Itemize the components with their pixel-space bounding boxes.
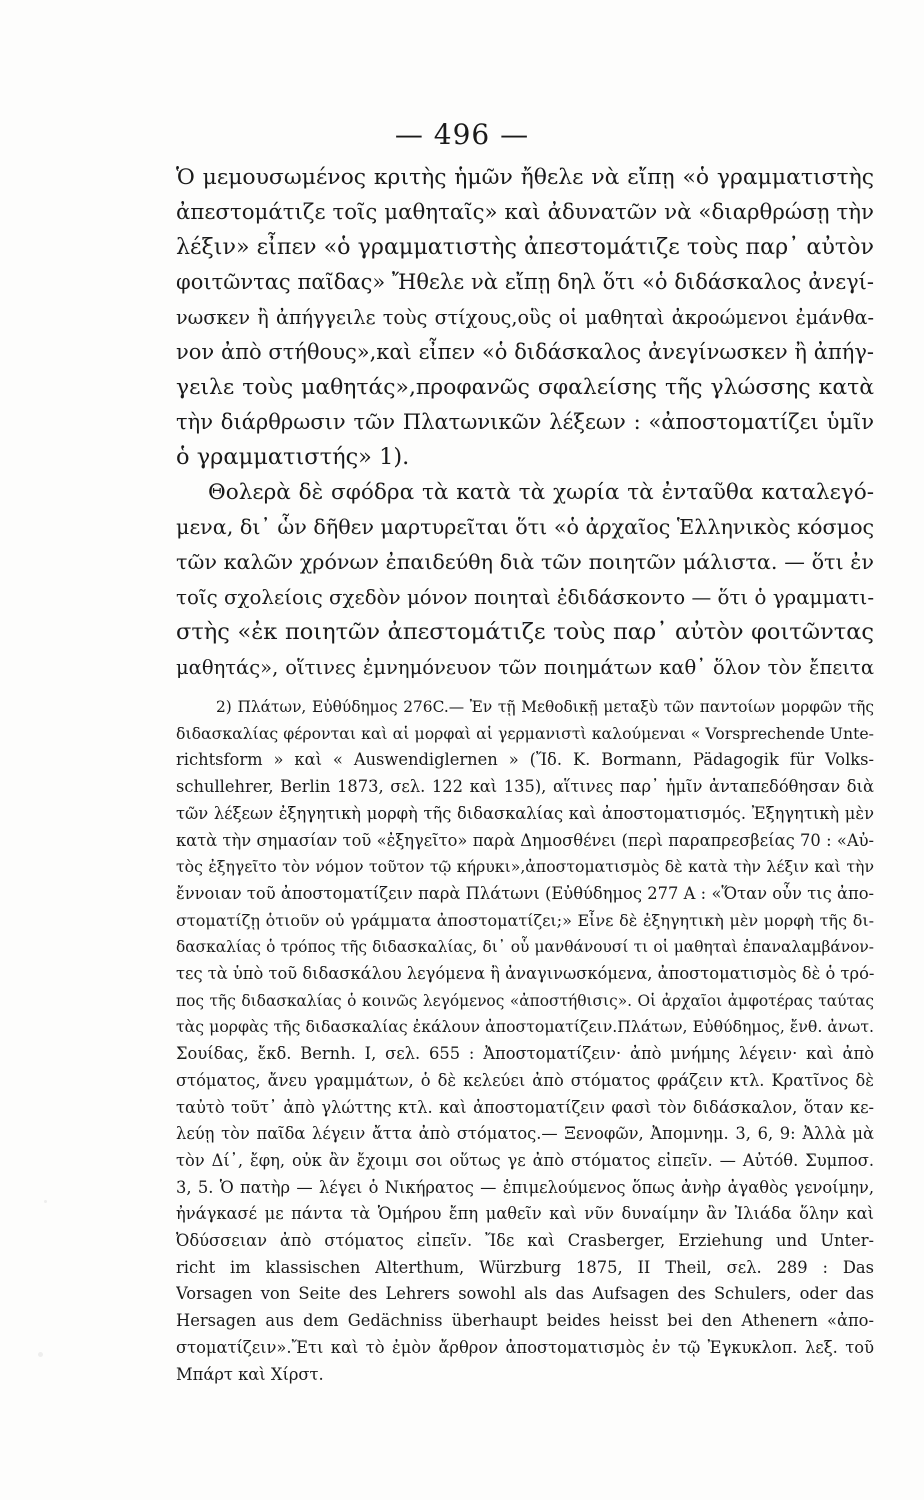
- text-line: μαθητάς», οἵτινες ἐμνημόνευον τῶν ποιημάτων καθ᾽ ὅλον τὸν ἔπειτα: [176, 656, 874, 679]
- footnote-line: στοματίζῃ ὁτιοῦν οὐ γράμματα ἀποστοματίζει;» Εἶνε δὲ ἐξηγητικὴ μὲν μορφὴ τῆς δι-: [176, 910, 874, 930]
- page-number: — 496 —: [394, 118, 530, 151]
- text-line: λέξιν» εἶπεν «ὁ γραμματιστὴς ἀπεστομάτιζε τοὺς παρ᾽ αὐτὸν: [176, 234, 874, 260]
- footnote-line: richt im klassischen Alterthum, Würzburg 1875, II Theil, σελ. 289 : Das: [176, 1257, 874, 1277]
- footnote-line: στόματος, ἄνευ γραμμάτων, ὁ δὲ κελεύει ἀπὸ στόματος φράζειν κτλ. Κρατῖνος δὲ: [176, 1070, 874, 1090]
- footnote-line: ἠνάγκασέ με πάντα τὰ Ὁμήρου ἔπη μαθεῖν καὶ νῦν δυναίμην ἂν Ἰλιάδα ὅλην καὶ: [176, 1204, 874, 1224]
- footnote-line: τες τὰ ὑπὸ τοῦ διδασκάλου λεγόμενα ἢ ἀναγινωσκόμενα, ἀποστοματισμὸς δὲ ὁ τρό-: [176, 964, 874, 984]
- footnote-line: ταὐτὸ τοῦτ᾽ ἀπὸ γλώττης κτλ. καὶ ἀποστοματίζειν φασὶ τὸν διδάσκαλον, ὅταν κε-: [176, 1097, 874, 1117]
- print-speck: [38, 1352, 43, 1357]
- print-speck: [44, 1200, 47, 1203]
- text-line: ἀπεστομάτιζε τοῖς μαθηταῖς» καὶ ἀδυνατῶν νὰ «διαρθρώσῃ τὴν: [176, 200, 874, 225]
- text-line: Ὁ μεμουσωμένος κριτὴς ἡμῶν ἤθελε νὰ εἴπῃ «ὁ γραμματιστὴς: [176, 165, 874, 190]
- text-line: ὁ γραμματιστής» 1).: [176, 444, 410, 470]
- footnote-line: Vorsagen von Seite des Lehrers sowohl als das Aufsagen des Schulers, oder das: [176, 1284, 874, 1304]
- footnote-block: [176, 694, 874, 1388]
- footnote-line: πος τῆς διδασκαλίας ὁ κοινῶς λεγόμενος «ἀποστήθισις». Οἱ ἀρχαῖοι ἀμφοτέρας ταύτας: [176, 991, 874, 1010]
- footnote-line: κατὰ τὴν σημασίαν τοῦ «ἐξηγεῖτο» παρὰ Δημοσθένει (περὶ παραπρεσβείας 70 : «Αὐ-: [176, 830, 874, 850]
- footnote-line: Ὀδύσσειαν ἀπὸ στόματος εἰπεῖν. Ἴδε καὶ Crasberger, Erziehung und Unter-: [176, 1231, 874, 1251]
- text-line: στὴς «ἐκ ποιητῶν ἀπεστομάτιζε τοὺς παρ᾽ αὐτὸν φοιτῶντας: [176, 619, 874, 645]
- text-line: νον ἀπὸ στήθους»,καὶ εἶπεν «ὁ διδάσκαλος ἀνεγίνωσκεν ἢ ἀπήγ-: [176, 340, 874, 364]
- footnote-line: ἔννοιαν τοῦ ἀποστοματίζειν παρὰ Πλάτωνι (Εὐθύδημος 277 A : «Ὅταν οὖν τις ἀπο-: [176, 883, 874, 903]
- footnote-line: Μπάρτ καὶ Χίρστ.: [176, 1364, 324, 1384]
- text-line: νωσκεν ἢ ἀπήγγειλε τοὺς στίχους,οὓς οἱ μαθηταὶ ἀκροώμενοι ἐμάνθα-: [176, 306, 874, 329]
- text-line: γειλε τοὺς μαθητάς»,προφανῶς σφαλείσης τῆς γλώσσης κατὰ: [176, 375, 874, 400]
- text-line: τῶν καλῶν χρόνων ἐπαιδεύθη διὰ τῶν ποιητῶν μάλιστα. — ὅτι ἐν: [176, 550, 874, 574]
- text-line: μενα, δι᾽ ὧν δῆθεν μαρτυρεῖται ὅτι «ὁ ἀρχαῖος Ἑλληνικὸς κόσμος: [176, 515, 875, 539]
- footnote-line: στοματίζειν».Ἔτι καὶ τὸ ἐμὸν ἄρθρον ἀποστοματισμὸς ἐν τῷ Ἐγκυκλοπ. λεξ. τοῦ: [176, 1337, 874, 1357]
- footnote-line: Hersagen aus dem Gedächniss überhaupt beides heisst bei den Athenern «ἀπο-: [176, 1311, 874, 1331]
- footnote-line: δασκαλίας ὁ τρόπος τῆς διδασκαλίας, δι᾽ οὗ μανθάνουσί τι οἱ μαθηταὶ ἐπαναλαμβάνον-: [176, 938, 874, 957]
- footnote-line: schullehrer, Berlin 1873, σελ. 122 καὶ 135), αἵτινες παρ᾽ ἡμῖν ἀνταπεδόθησαν διὰ: [176, 777, 874, 797]
- footnote-line: Σουίδας, ἔκδ. Bernh. I, σελ. 655 : Ἀποστοματίζειν· ἀπὸ μνήμης λέγειν· καὶ ἀπὸ: [176, 1044, 874, 1064]
- footnote-line: τὰς μορφὰς τῆς διδασκαλίας ἐκάλουν ἀποστοματίζειν.Πλάτων, Εὐθύδημος, ἔνθ. ἀνωτ.: [176, 1017, 874, 1037]
- text-line: φοιτῶντας παῖδας» Ἤθελε νὰ εἴπῃ δηλ ὅτι «ὁ διδάσκαλος ἀνεγί-: [176, 270, 874, 294]
- footnote-line: λεύῃ τὸν παῖδα λέγειν ἄττα ἀπὸ στόματος.— Ξενοφῶν, Ἀπομνημ. 3, 6, 9: Ἀλλὰ μὰ: [176, 1124, 874, 1144]
- footnote-line: 3, 5. Ὁ πατὴρ — λέγει ὁ Νικήρατος — ἐπιμελούμενος ὅπως ἀνὴρ ἀγαθὸς γενοίμην,: [176, 1177, 874, 1197]
- footnote-line: 2) Πλάτων, Εὐθύδημος 276C.— Ἐν τῇ Μεθοδικῇ μεταξὺ τῶν παντοίων μορφῶν τῆς: [216, 698, 874, 716]
- body-text: [176, 160, 874, 685]
- footnote-line: richtsform » καὶ « Auswendiglernen » (Ἴδ. K. Bormann, Pädagogik für Volks-: [176, 750, 874, 770]
- footnote-line: τὸν Δί᾽, ἔφη, οὐκ ἂν ἔχοιμι σοι οὕτως γε ἀπὸ στόματος εἰπεῖν. — Αὐτόθ. Συμποσ.: [176, 1150, 874, 1170]
- text-line: τὴν διάρθρωσιν τῶν Πλατωνικῶν λέξεων : «ἀποστοματίζει ὑμῖν: [176, 410, 874, 434]
- text-line: τοῖς σχολείοις σχεδὸν μόνον ποιηταὶ ἐδιδάσκοντο — ὅτι ὁ γραμματι-: [176, 586, 874, 609]
- footnote-line: διδασκαλίας φέρονται καὶ αἱ μορφαὶ αἱ γερμανιστὶ καλούμεναι « Vorsprechende Unte-: [176, 723, 874, 743]
- text-line: Θολερὰ δὲ σφόδρα τὰ κατὰ τὰ χωρία τὰ ἐνταῦθα καταλεγό-: [208, 480, 874, 505]
- footnote-line: τὸς ἐξηγεῖτο τὸν νόμον τοῦτον τῷ κήρυκι»,ἀποστοματισμὸς δὲ κατὰ τὴν λέξιν καὶ τὴν: [176, 857, 874, 877]
- footnote-line: τῶν λέξεων ἐξηγητικὴ μορφὴ τῆς διδασκαλίας καὶ ἀποστοματισμός. Ἐξηγητικὴ μὲν: [176, 803, 874, 823]
